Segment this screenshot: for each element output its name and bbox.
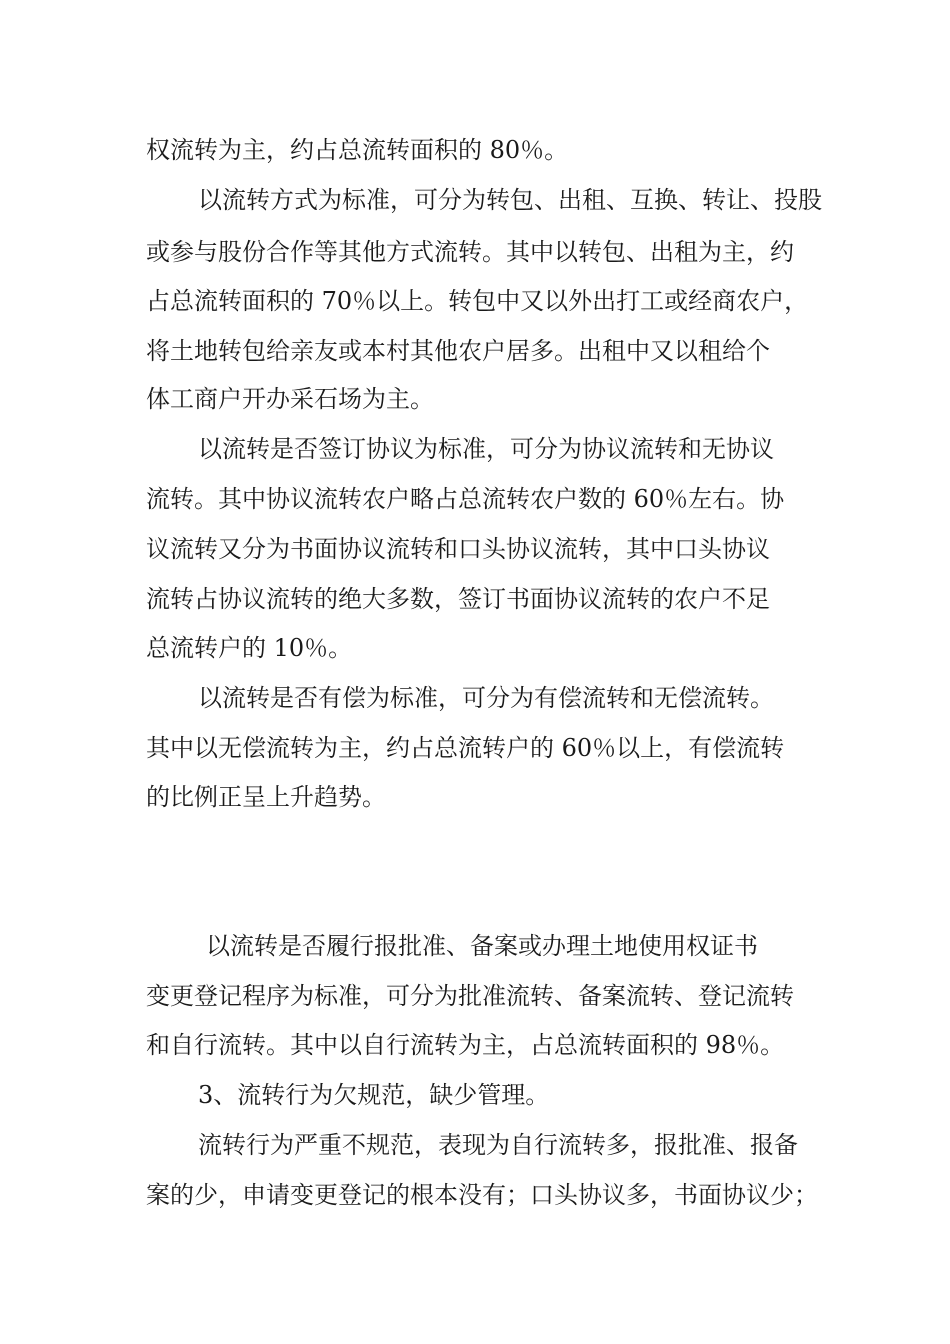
paragraph-line: 体工商户开办采石场为主。 [146,385,434,413]
section-heading: 3、流转行为欠规范，缺少管理。 [198,1081,550,1109]
paragraph-line: 以流转是否有偿为标准，可分为有偿流转和无偿流转。 [198,684,774,712]
paragraph-line: 流转。其中协议流转农户略占总流转农户数的 60％左右。协 [146,485,785,513]
paragraph-line: 流转行为严重不规范，表现为自行流转多，报批准、报备 [198,1131,798,1159]
paragraph-line: 案的少，申请变更登记的根本没有；口头协议多，书面协议少； [146,1181,818,1209]
paragraph-line: 其中以无偿流转为主，约占总流转户的 60％以上，有偿流转 [146,734,785,762]
paragraph-line: 将土地转包给亲友或本村其他农户居多。出租中又以租给个 [146,337,770,365]
paragraph-line: 流转占协议流转的绝大多数，签订书面协议流转的农户不足 [146,585,770,613]
paragraph-line: 以流转是否履行报批准、备案或办理土地使用权证书 [206,932,758,960]
paragraph-line: 以流转是否签订协议为标准，可分为协议流转和无协议 [198,435,774,463]
paragraph-line: 以流转方式为标准，可分为转包、出租、互换、转让、投股 [198,186,822,214]
paragraph-line: 或参与股份合作等其他方式流转。其中以转包、出租为主，约 [146,238,794,266]
paragraph-line: 的比例正呈上升趋势。 [146,783,386,811]
paragraph-line: 变更登记程序为标准，可分为批准流转、备案流转、登记流转 [146,982,794,1010]
paragraph-line: 占总流转面积的 70％以上。转包中又以外出打工或经商农户， [146,287,809,315]
paragraph-line: 议流转又分为书面协议流转和口头协议流转，其中口头协议 [146,535,770,563]
paragraph-line: 和自行流转。其中以自行流转为主，占总流转面积的 98％。 [146,1031,785,1059]
paragraph-line: 权流转为主，约占总流转面积的 80％。 [146,136,569,164]
paragraph-line: 总流转户的 10％。 [146,634,353,662]
